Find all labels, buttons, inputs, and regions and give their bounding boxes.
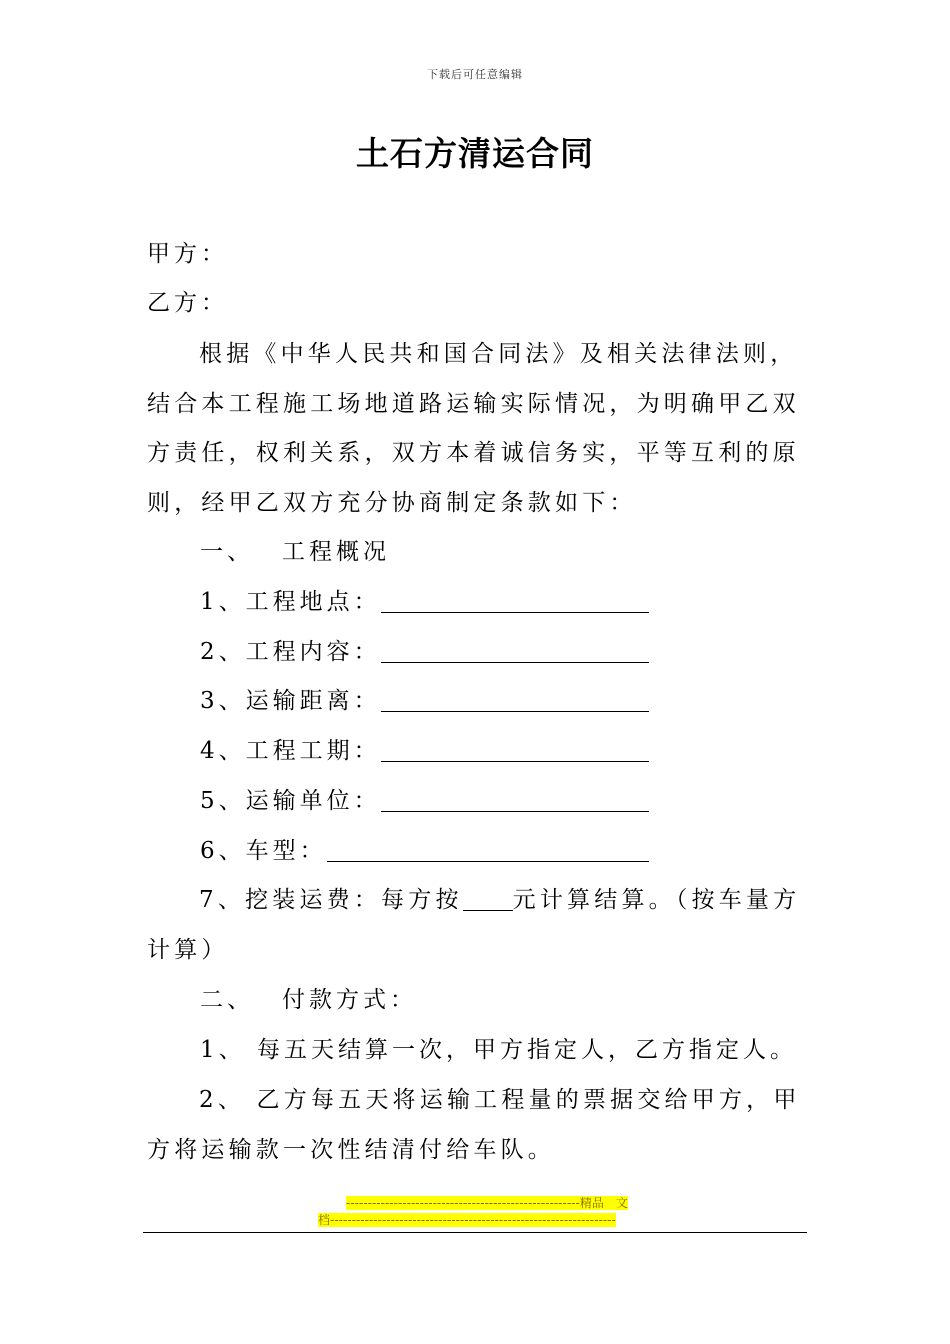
party-b-label: 乙方：: [147, 290, 228, 316]
fill-blank[interactable]: [381, 689, 649, 712]
item-label: 运输距离：: [245, 688, 381, 714]
item-fee-before: 挖装运费：每方按: [245, 887, 463, 913]
item-distance: [200, 686, 649, 716]
item-number: 4、: [200, 738, 246, 764]
footer-divider: [143, 1232, 807, 1233]
section1-number: 一、: [200, 539, 254, 565]
item-label: 工程内容：: [245, 639, 381, 665]
item-label: 车型：: [245, 838, 327, 864]
item-fee-paragraph: [147, 876, 807, 975]
item-location: [200, 587, 649, 617]
payment-item-2-text: 2、 乙方每五天将运输工程量的票据交给甲方，甲方将运输款一次性结清付给车队。: [147, 1087, 801, 1163]
fill-blank[interactable]: [381, 739, 649, 762]
item-fee-after: 元计算结算。（按车量方计算）: [147, 887, 801, 963]
item-transport-unit: [200, 786, 649, 816]
section1-title: 工程概况: [282, 539, 390, 565]
item-number: 3、: [200, 688, 246, 714]
item-number: 1、: [200, 589, 246, 615]
fill-blank[interactable]: [381, 590, 649, 613]
intro-paragraph: [147, 330, 807, 528]
item-content: [200, 637, 649, 667]
intro-text: 根据《中华人民共和国合同法》及相关法律法则，结合本工程施工场地道路运输实际情况，为明确甲乙双方责任，权利关系，双方本着诚信务实，平等互利的原则，经甲乙双方充分协商制定条款如下：: [147, 341, 800, 516]
item-label: 运输单位：: [245, 788, 381, 814]
footer-line-2: 档------------------------------------------------------------------: [318, 1213, 616, 1227]
header-note: 下载后可任意编辑: [427, 68, 523, 81]
item-number: 2、: [200, 639, 246, 665]
document-title: 土石方清运合同: [356, 134, 594, 173]
footer-line-1: ------------------------------------------------------精品 文: [346, 1196, 628, 1210]
party-a-label: 甲方：: [147, 241, 228, 267]
item-number: 6、: [200, 838, 246, 864]
footer-watermark: [318, 1195, 658, 1229]
item-period: [200, 736, 649, 766]
item-number: 7、: [199, 887, 246, 913]
section1-heading: [200, 537, 390, 567]
payment-item-1: 1、 每五天结算一次，甲方指定人，乙方指定人。: [200, 1037, 797, 1063]
item-label: 工程工期：: [245, 738, 381, 764]
item-number: 5、: [200, 788, 246, 814]
item-vehicle-type: [200, 836, 649, 866]
fill-blank[interactable]: [327, 839, 649, 862]
section2-title: 付款方式：: [282, 987, 417, 1013]
fill-blank[interactable]: [463, 888, 513, 911]
payment-item-2: [147, 1076, 807, 1175]
fill-blank[interactable]: [381, 789, 649, 812]
fill-blank[interactable]: [381, 640, 649, 663]
item-label: 工程地点：: [245, 589, 381, 615]
section2-heading: [200, 985, 417, 1015]
section2-number: 二、: [200, 987, 254, 1013]
